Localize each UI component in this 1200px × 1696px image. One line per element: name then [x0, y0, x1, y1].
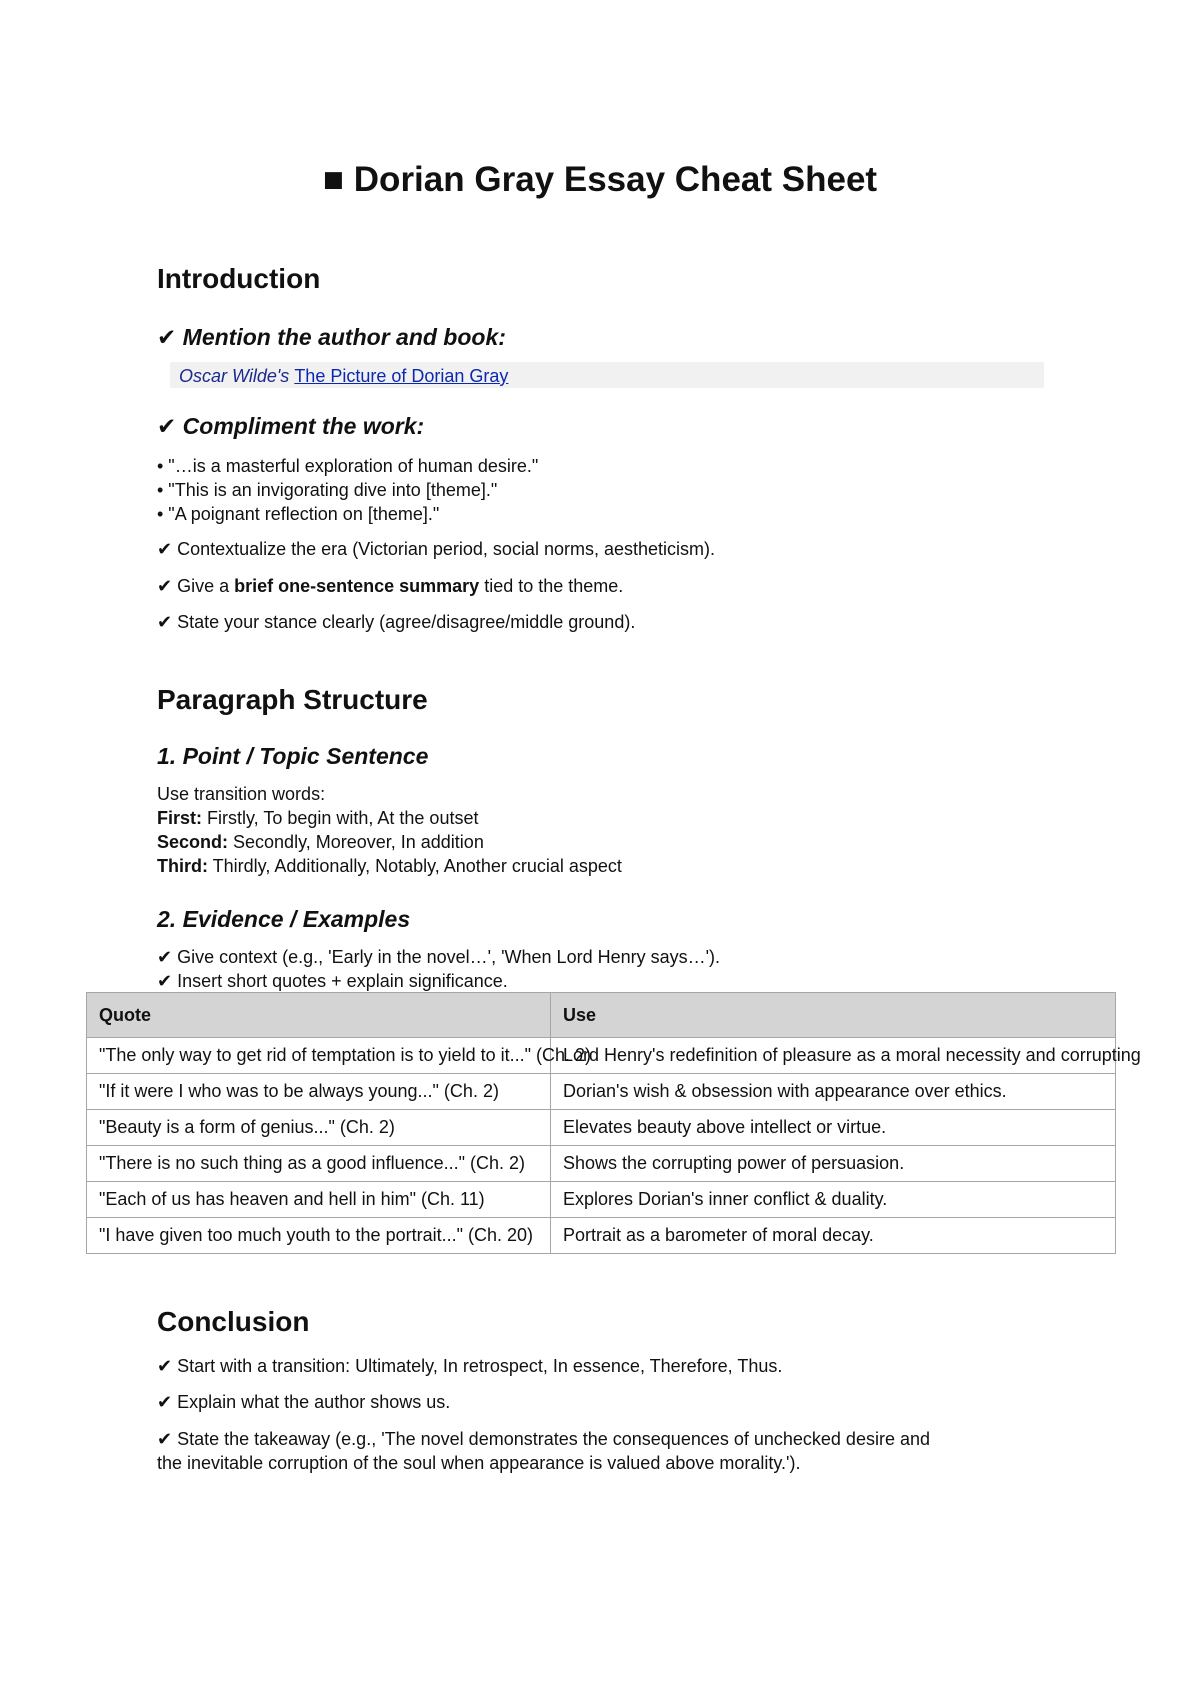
- author-book-line: [179, 364, 508, 388]
- use-cell: Shows the corrupting power of persuasion.: [551, 1146, 1116, 1182]
- summary-line: [157, 574, 623, 598]
- contextualize-line: ✔ Contextualize the era (Victorian period, social norms, aestheticism).: [157, 539, 715, 559]
- evidence-context-line: ✔ Give context (e.g., 'Early in the novel…', 'When Lord Henry says…').: [157, 947, 721, 967]
- transition-words: Secondly, Moreover, In addition: [228, 832, 484, 852]
- transition-label: Second:: [157, 832, 229, 852]
- use-cell: Explores Dorian's inner conflict & duality.: [551, 1182, 1116, 1218]
- quote-cell: "Beauty is a form of genius..." (Ch. 2): [87, 1110, 551, 1146]
- table-header-row: [87, 993, 1116, 1038]
- evidence-heading: 2. Evidence / Examples: [157, 906, 411, 932]
- use-cell: Lord Henry's redefinition of pleasure as a moral necessity and corrupting: [551, 1038, 1116, 1074]
- table-row: [87, 1182, 1116, 1218]
- stance-line: ✔ State your stance clearly (agree/disagree/middle ground).: [157, 612, 636, 632]
- conclusion-transition-line: ✔ Start with a transition: Ultimately, In retrospect, In essence, Therefore, Thus.: [157, 1356, 783, 1376]
- transition-words: Thirdly, Additionally, Notably, Another crucial aspect: [208, 856, 622, 876]
- quote-cell: "If it were I who was to be always young..." (Ch. 2): [87, 1074, 551, 1110]
- quote-cell: "I have given too much youth to the portrait..." (Ch. 20): [87, 1218, 551, 1254]
- quote-cell: "There is no such thing as a good influence..." (Ch. 2): [87, 1146, 551, 1182]
- summary-emphasis: brief one-sentence summary: [234, 576, 480, 596]
- table-row: [87, 1110, 1116, 1146]
- use-cell: Portrait as a barometer of moral decay.: [551, 1218, 1116, 1254]
- quote-column-header: Quote: [87, 993, 551, 1038]
- table-row: [87, 1146, 1116, 1182]
- use-cell: Elevates beauty above intellect or virtue.: [551, 1110, 1116, 1146]
- compliment-heading: ✔ Compliment the work:: [157, 413, 425, 439]
- table-row: [87, 1074, 1116, 1110]
- author-name: Oscar Wilde's: [179, 366, 290, 386]
- introduction-heading: Introduction: [157, 263, 321, 294]
- quotes-table: [86, 992, 1141, 1254]
- compliment-item: • "This is an invigorating dive into [theme].": [157, 480, 498, 500]
- paragraph-structure-heading: Paragraph Structure: [157, 684, 428, 715]
- compliment-item: • "…is a masterful exploration of human desire.": [157, 456, 539, 476]
- evidence-quotes-line: ✔ Insert short quotes + explain significance.: [157, 971, 508, 991]
- transition-label: First:: [157, 808, 202, 828]
- conclusion-takeaway-continued: the inevitable corruption of the soul when appearance is valued above morality.').: [157, 1453, 801, 1473]
- use-column-header: Use: [551, 993, 1116, 1038]
- table-row: [87, 1038, 1116, 1074]
- compliment-item: • "A poignant reflection on [theme].": [157, 504, 440, 524]
- quote-cell: "The only way to get rid of temptation is to yield to it..." (Ch. 2): [87, 1038, 551, 1074]
- book-title-link[interactable]: The Picture of Dorian Gray: [294, 366, 509, 386]
- summary-suffix: tied to the theme.: [479, 576, 624, 596]
- conclusion-takeaway-line: ✔ State the takeaway (e.g., 'The novel demonstrates the consequences of unchecked desire and: [157, 1429, 930, 1449]
- transition-third: [157, 854, 622, 878]
- conclusion-heading: Conclusion: [157, 1306, 310, 1337]
- page-title: ■ Dorian Gray Essay Cheat Sheet: [322, 160, 878, 199]
- point-topic-heading: 1. Point / Topic Sentence: [157, 743, 429, 769]
- transition-second: [157, 830, 484, 854]
- table-row: [87, 1218, 1116, 1254]
- mention-author-heading: ✔ Mention the author and book:: [157, 324, 506, 350]
- transition-first: [157, 806, 478, 830]
- transition-intro: Use transition words:: [157, 784, 326, 804]
- transition-words: Firstly, To begin with, At the outset: [202, 808, 479, 828]
- quote-cell: "Each of us has heaven and hell in him" (Ch. 11): [87, 1182, 551, 1218]
- use-cell: Dorian's wish & obsession with appearance over ethics.: [551, 1074, 1116, 1110]
- summary-prefix: ✔ Give a: [157, 576, 235, 596]
- transition-label: Third:: [157, 856, 208, 876]
- conclusion-author-line: ✔ Explain what the author shows us.: [157, 1392, 451, 1412]
